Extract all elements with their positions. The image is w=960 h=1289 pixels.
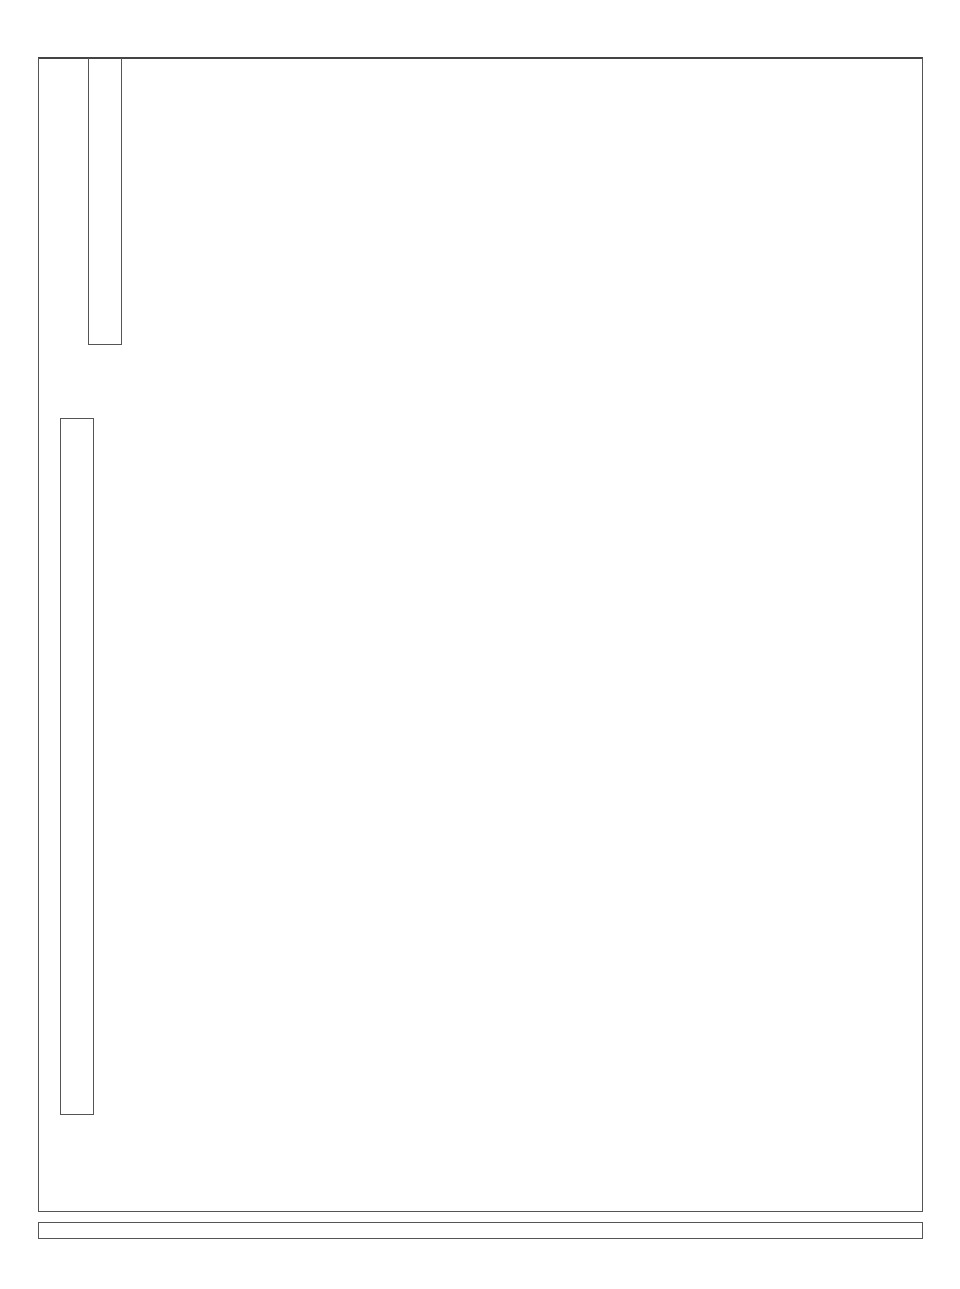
checksum-column-demo: [60, 418, 94, 1115]
checksum-column-top: [88, 58, 122, 345]
page-footer: [38, 1222, 923, 1239]
page-frame: [38, 57, 923, 1212]
